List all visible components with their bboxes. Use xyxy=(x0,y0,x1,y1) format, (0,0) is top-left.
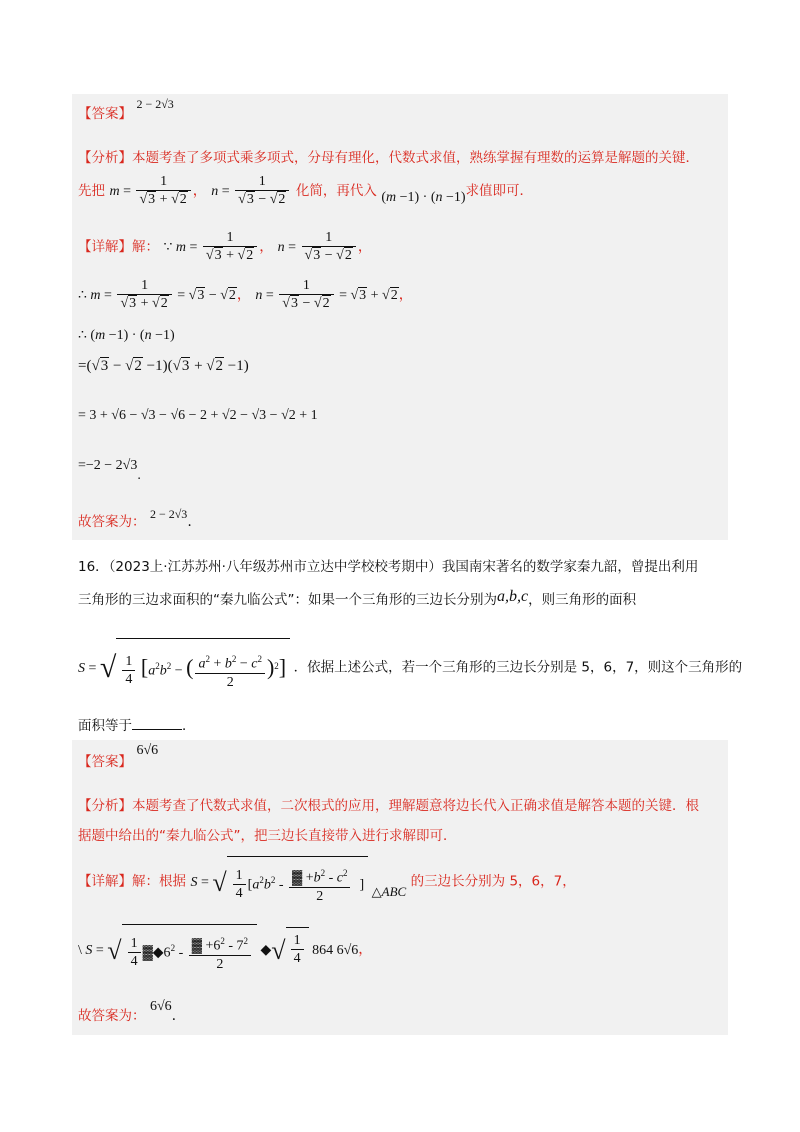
result-value: =−2 − 2√3 xyxy=(78,458,138,473)
conclusion-label: 故答案为： xyxy=(78,514,146,530)
detail-line1-q16 xyxy=(78,856,576,909)
analysis-text: 本题考查了代数式求值，二次根式的应用，理解题意将边长代入正确求值是解答本题的关键．根 xyxy=(132,798,699,814)
question-16-line1 xyxy=(78,557,698,577)
detail-line3-q15: ∴ (m −1) · (n −1) xyxy=(78,328,175,343)
answer-value: 2 − 2√3 xyxy=(136,97,174,111)
analysis-text: 先把 xyxy=(78,183,105,199)
detail-text: 的三边长分别为 5，6，7， xyxy=(410,873,576,890)
detail-label: 【详解】 xyxy=(78,873,132,890)
analysis-text: 本题考查了多项式乘多项式，分母有理化，代数式求值，熟练掌握有理数的运算是解题的关键． xyxy=(132,150,699,166)
formula-given: ∵ m = $\frac{1}{√3 + √2}$ xyxy=(163,240,259,255)
question-text: 面积等于 xyxy=(78,718,132,734)
conclusion-label: 故答案为： xyxy=(78,1008,146,1024)
question-16-line3 xyxy=(78,638,742,699)
formula-n: n = $\frac{1}{√3 - √2}$ xyxy=(211,184,291,199)
detail-text: 解：根据 xyxy=(132,873,186,890)
detail-text: 解： xyxy=(132,239,159,255)
question-text: ，则三角形的面积 xyxy=(528,592,637,608)
conclusion-value: 2 − 2√3 xyxy=(149,507,188,521)
formula-rationalize-n: n = $\frac{1}{√3 - √2}$ = √3 + √2 xyxy=(255,278,398,312)
detail-line5-q15: = 3 + √6 − √3 − √6 − 2 + √2 − √3 − √2 + 1 xyxy=(78,408,318,423)
analysis-line-q15 xyxy=(78,148,699,168)
conclusion-line-q15: 故答案为： 2 − 2√3. xyxy=(78,507,192,530)
detail-line4-q15: =(√3 − √2 −1)(√3 + √2 −1) xyxy=(78,358,249,374)
formula-rationalize-m: ∴ m = $\frac{1}{√3 + √2}$ = √3 − √2 xyxy=(78,278,236,312)
question-16-line2 xyxy=(78,590,636,610)
analysis-label: 【分析】 xyxy=(78,798,132,814)
formula-substitution: \ S = √ $\frac{1}{4}$ $▓◆6^2$ - $\frac{▓ +6^2 - 7^2}{2}$ ◆√ $\frac{1}{4}$ 864 6√6 xyxy=(78,943,358,958)
question-16-line4: 面积等于 ． xyxy=(78,718,196,734)
analysis-label: 【分析】 xyxy=(78,150,132,166)
qin-jiushao-formula: S = √ $\frac{1}{4}$ [$a^2b^2$ − ( $\frac{a^2 + b^2 - c^2}{2}$ )$^2$] xyxy=(78,661,294,676)
detail-line2-q16: \ S = √ $\frac{1}{4}$ $▓◆6^2$ - $\frac{▓ +6^2 - 7^2}{2}$ ◆√ $\frac{1}{4}$ 864 6√6， xyxy=(78,924,372,977)
answer-blank xyxy=(132,717,182,730)
detail-line6-q15: =−2 − 2√3. xyxy=(78,458,141,483)
question-source: （2023上·江苏苏州·八年级苏州市立达中学校校考期中） xyxy=(108,559,442,575)
question-number: 16． xyxy=(78,559,109,575)
answer-line-q15 xyxy=(78,97,174,124)
question-text: ．依据上述公式，若一个三角形的三边长分别是 5，6，7，则这个三角形的 xyxy=(293,659,743,676)
formula-given-n: n = $\frac{1}{√3 - √2}$ xyxy=(278,240,358,255)
conclusion-line-q16: 故答案为： 6√6. xyxy=(78,999,177,1024)
conclusion-value: 6√6 xyxy=(149,999,172,1014)
analysis-line2-q16 xyxy=(78,826,457,846)
calc-result: 864 6√6 xyxy=(312,942,359,958)
analysis-text: 据题中给出的“秦九临公式”，把三边长直接带入进行求解即可． xyxy=(78,828,457,844)
analysis-line1-q16 xyxy=(78,796,699,816)
answer-label: 【答案】 xyxy=(78,754,132,770)
formula-m: m = $\frac{1}{√3 + √2}$ xyxy=(109,184,192,199)
detail-line2-q15: ∴ m = $\frac{1}{√3 + √2}$ = √3 − √2， n = $\frac{1}{√3 - √2}$ = √3 + √2， xyxy=(78,278,413,312)
formula-reference: S = √ $\frac{1}{4}$ [$a^2b^2$ - $\frac{▓ +b^2 - c^2}{2}$ ] xyxy=(190,875,371,890)
answer-value: 6√6 xyxy=(136,743,159,758)
analysis-text: 求值即可． xyxy=(465,183,534,199)
detail-line1-q15: 【详解】解： ∵ m = $\frac{1}{√3 + √2}$ ， n = $\frac{1}{√3 - √2}$ ， xyxy=(78,230,372,264)
detail-label: 【详解】 xyxy=(78,239,132,255)
analysis-text: 化简，再代入 xyxy=(295,183,377,199)
question-text: 三角形的三边求面积的“秦九临公式”：如果一个三角形的三边长分别为 xyxy=(78,592,497,608)
triangle-label: △ABC xyxy=(371,883,407,899)
analysis-line2-q15: 先把 m = $\frac{1}{√3 + √2}$ ， n = $\frac{1}{√3 - √2}$ 化简，再代入 (m −1) · (n −1)求值即可． xyxy=(78,174,534,208)
answer-line-q16 xyxy=(78,743,159,773)
side-variables: a,b,c xyxy=(497,588,529,605)
question-text: 我国南宋著名的数学家秦九韶，曾提出利用 xyxy=(441,559,699,575)
answer-label: 【答案】 xyxy=(78,106,132,122)
formula-product: (m −1) · (n −1) xyxy=(381,190,466,205)
